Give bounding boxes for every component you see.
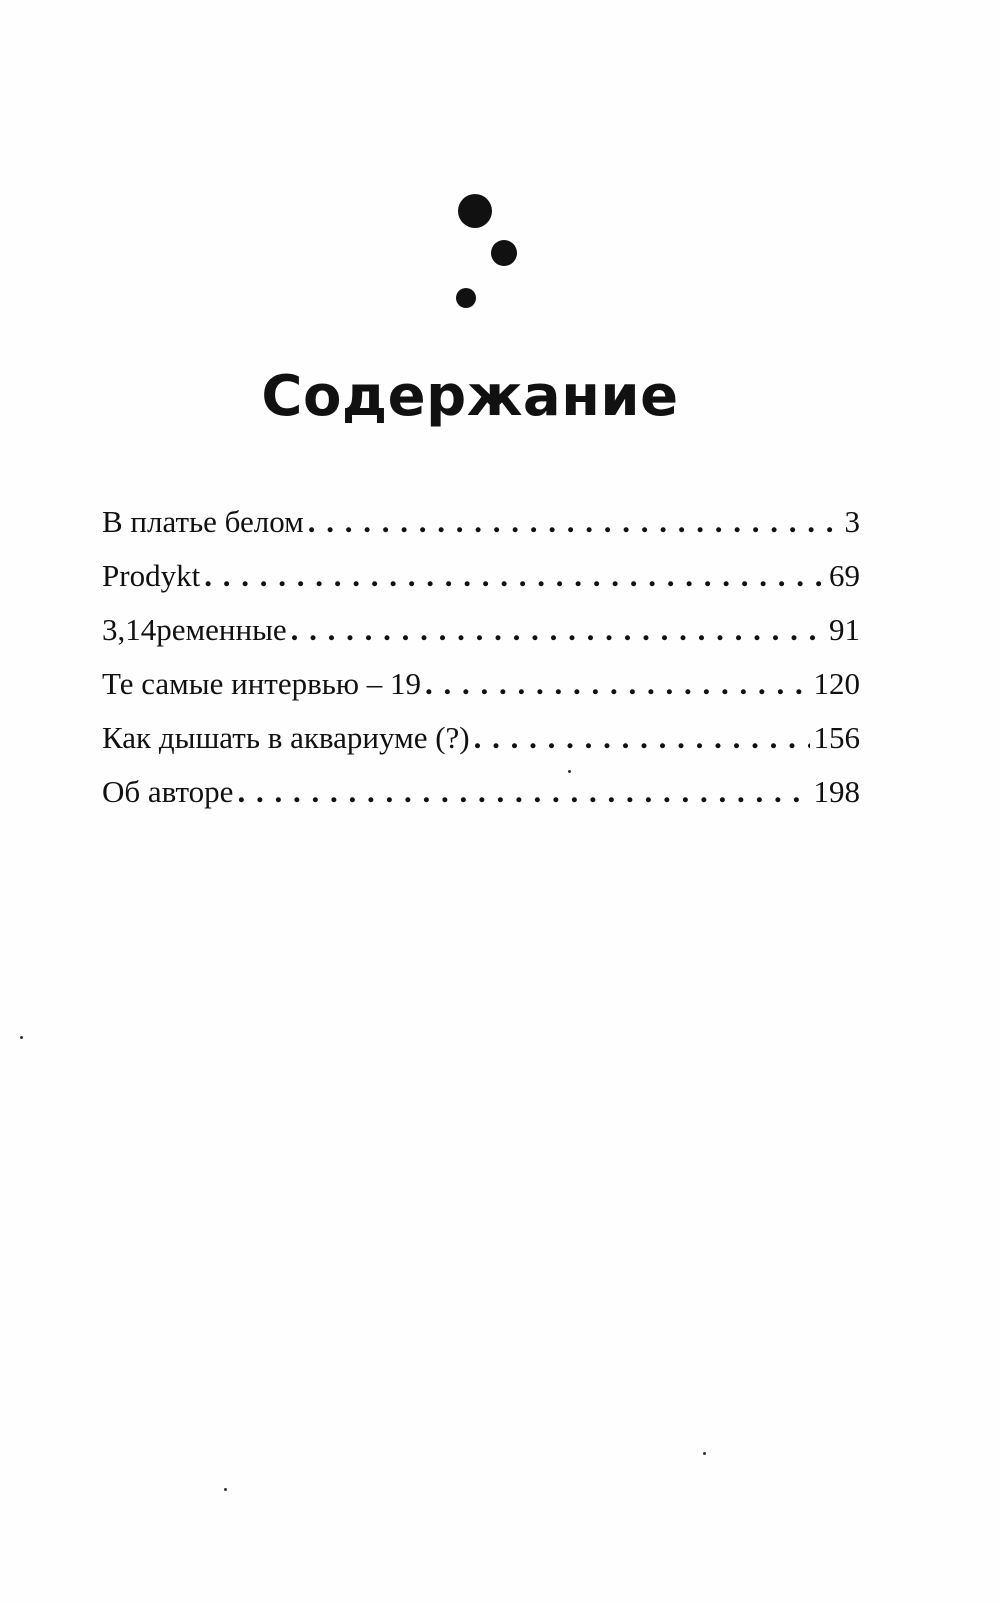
toc-entry[interactable] [102, 610, 860, 664]
ornament-dot-medium [491, 240, 517, 266]
ornament-dot-small [456, 288, 476, 308]
toc-entry-title: Prodykt [102, 558, 201, 593]
toc-entry[interactable] [102, 718, 860, 772]
toc-dot-leader [474, 718, 810, 758]
toc-entry-page-number: 3 [844, 504, 860, 539]
toc-entry-title: 3,14ременные [102, 612, 287, 647]
print-speck [20, 1036, 23, 1039]
toc-entry[interactable] [102, 502, 860, 556]
toc-dot-leader [237, 772, 809, 812]
toc-entry-title: В платье белом [102, 504, 304, 539]
toc-dot-leader [204, 556, 825, 596]
toc-entry[interactable] [102, 772, 860, 826]
toc-entry[interactable] [102, 664, 860, 718]
ornament-dot-large [458, 194, 492, 228]
toc-entry-page-number: 69 [829, 558, 860, 593]
toc-entry-title: Те самые интервью – 19 [102, 666, 422, 701]
toc-entry-title: Об авторе [102, 774, 234, 809]
toc-dot-leader [291, 610, 825, 650]
table-of-contents [102, 502, 860, 826]
toc-entry-page-number: 156 [813, 720, 860, 755]
toc-entry-page-number: 198 [813, 774, 860, 809]
page-title: Содержание [261, 364, 679, 429]
print-speck [568, 770, 571, 773]
toc-entry-page-number: 120 [813, 666, 860, 701]
toc-entry-title: Как дышать в аквариуме (?) [102, 720, 470, 755]
print-speck [224, 1488, 227, 1491]
print-speck [703, 1452, 706, 1455]
toc-dot-leader [425, 664, 809, 704]
toc-dot-leader [308, 502, 841, 542]
toc-entry[interactable] [102, 556, 860, 610]
three-dots-ornament-icon [0, 0, 1000, 330]
toc-entry-page-number: 91 [829, 612, 860, 647]
